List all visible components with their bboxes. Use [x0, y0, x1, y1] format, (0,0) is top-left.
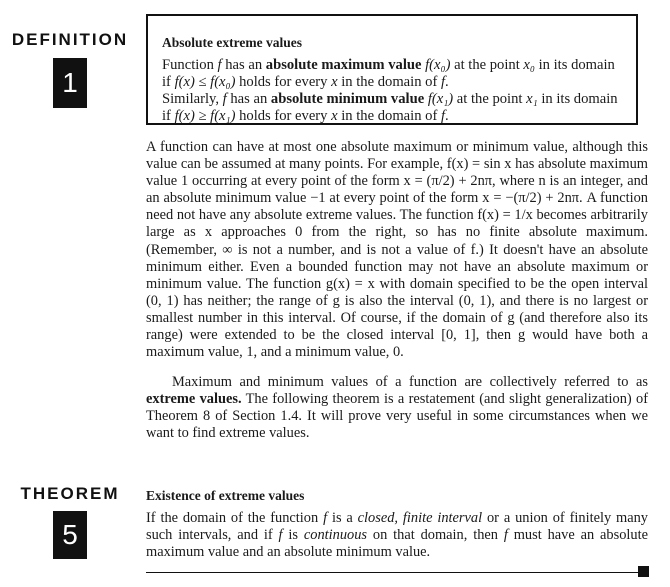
math: f(x) ≤ f(x₀): [174, 74, 236, 90]
math-f: f: [323, 510, 328, 526]
math-f: f: [217, 57, 222, 73]
definition-line-1: [162, 57, 622, 74]
math-f: f: [278, 527, 283, 543]
definition-number-badge: 1: [53, 58, 87, 108]
definition-title: Absolute extreme values: [162, 35, 302, 50]
term-absolute-minimum: absolute minimum value: [270, 91, 425, 107]
text: if: [162, 108, 175, 124]
text: at the point: [453, 91, 527, 107]
math: f(x) ≥ f(x₁): [174, 108, 236, 124]
text: holds for every: [235, 74, 332, 90]
text: Function: [162, 57, 218, 73]
math: x₀: [523, 57, 535, 73]
theorem-body: [146, 510, 648, 561]
text: has an: [226, 91, 271, 107]
text: on that domain, then: [367, 527, 504, 543]
definition-label-block: [0, 30, 140, 108]
theorem-label: THEOREM: [20, 484, 120, 503]
text: if: [162, 74, 175, 90]
definition-line-3: [162, 91, 622, 108]
text: in the domain of: [337, 74, 441, 90]
definition-label: DEFINITION: [11, 30, 129, 49]
end-of-theorem-square-icon: [638, 566, 649, 577]
text: in its domain: [537, 91, 618, 107]
definition-box: [146, 14, 638, 125]
definition-line-2: [162, 74, 622, 91]
text: at the point: [450, 57, 524, 73]
math: x₁: [526, 91, 538, 107]
text: in its domain: [534, 57, 615, 73]
text: The following theorem is a restatement (and slight generalization) of Theorem 8 of Section 1.4. It will prove very useful in some circumstances when we want to find extreme values.: [146, 391, 648, 442]
term-extreme-values: extreme values.: [146, 391, 242, 408]
math: f: [440, 108, 446, 124]
text: .: [445, 74, 449, 90]
text: is a: [327, 510, 358, 526]
term-absolute-maximum: absolute maximum value: [265, 57, 422, 73]
emphasis-closed-finite-interval: closed, finite interval: [357, 510, 483, 526]
theorem-label-block: [0, 484, 140, 559]
text: Maximum and minimum values of a function are collectively referred to as: [172, 374, 648, 390]
text: must have an absolute maximum value and an absolute minimum value.: [146, 527, 648, 560]
theorem-title: Existence of extreme values: [146, 488, 305, 503]
theorem-end-rule: [146, 572, 640, 573]
math: f: [440, 74, 446, 90]
theorem-number-badge: 5: [53, 511, 87, 559]
text: If the domain of the function: [146, 510, 324, 526]
math-f: f: [222, 91, 227, 107]
text: or a union of finitely many such intervals, and if: [146, 510, 648, 543]
emphasis-continuous: continuous: [303, 527, 368, 543]
math: f(x₀): [425, 57, 451, 73]
text: Similarly,: [162, 91, 223, 107]
definition-line-4: [162, 108, 622, 125]
text: has an: [221, 57, 266, 73]
math: x: [331, 74, 338, 90]
math-f: f: [503, 527, 508, 543]
text: in the domain of: [337, 108, 441, 124]
text: is: [282, 527, 304, 543]
math: x: [331, 108, 338, 124]
math: f(x₁): [427, 91, 454, 107]
body-paragraph-1: A function can have at most one absolute maximum or minimum value, although this value can be assumed at many points. For example, f(x) = sin x has absolute maximum value 1 occurring at every point of the form x = (π/2) + 2nπ, where n is an integer, and an absolute minimum value −1 at every point of the form x = −(π/2) + 2nπ. A function need not have any absolute extreme values. The function f(x) = 1/x becomes arbitrarily large as x approaches 0 from the right, so has no finite absolute maximum. (Remember, ∞ is not a number, and is not a value of f.) It doesn't have an absolute minimum either. Even a bounded function may not have an absolute maximum or minimum value. The function g(x) = x with domain specified to be the open interval (0, 1) has neither; the range of g is also the interval (0, 1), and there is no largest or smallest number in this interval. Of course, if the domain of g (and therefore also its range) were extended to be the closed interval [0, 1], then g would have both a maximum value, 1, and a minimum value, 0.: [146, 139, 648, 361]
text: .: [445, 108, 449, 124]
body-paragraph-2: [146, 374, 648, 442]
text: holds for every: [235, 108, 332, 124]
